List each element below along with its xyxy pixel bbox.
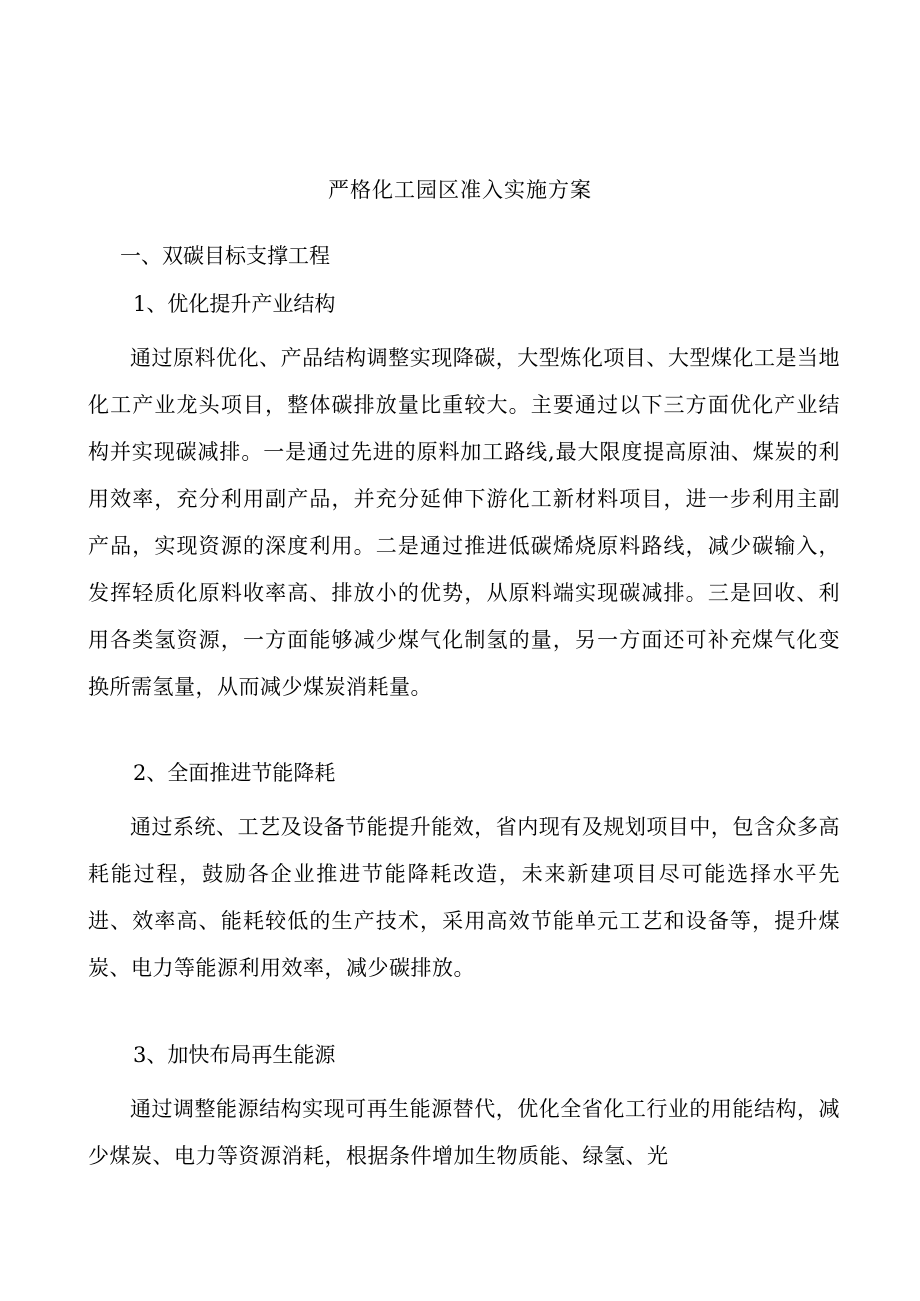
subsection-heading-3: 3、加快布局再生能源 (133, 1043, 336, 1067)
document-title: 严格化工园区准入实施方案 (328, 178, 592, 202)
subsection-heading-2: 2、全面推进节能降耗 (133, 761, 336, 785)
paragraph-2: 通过系统、工艺及设备节能提升能效，省内现有及规划项目中，包含众多高耗能过程，鼓励各企业推进节能降耗改造，未来新建项目尽可能选择水平先进、效率高、能耗较低的生产技术，采用高效节能单元工艺和设备等，提升煤炭、电力等能源利用效率，减少碳排放。 (88, 815, 840, 980)
paragraph-1: 通过原料优化、产品结构调整实现降碳，大型炼化项目、大型煤化工是当地化工产业龙头项目，整体碳排放量比重较大。主要通过以下三方面优化产业结构并实现碳减排。一是通过先进的原料加工路线,最大限度提高原油、煤炭的利用效率，充分利用副产品，并充分延伸下游化工新材料项目，进一步利用主副产品，实现资源的深度利用。二是通过推进低碳烯烧原料路线，减少碳输入，发挥轻质化原料收率高、排放小的优势，从原料端实现碳减排。三是回收、利用各类氢资源，一方面能够减少煤气化制氢的量，另一方面还可补充煤气化变换所需氢量，从而减少煤炭消耗量。 (88, 346, 840, 699)
paragraph-3: 通过调整能源结构实现可再生能源替代，优化全省化工行业的用能结构，减少煤炭、电力等资源消耗，根据条件增加生物质能、绿氢、光 (88, 1097, 840, 1168)
section-heading-1: 一、双碳目标支撑工程 (120, 244, 330, 268)
subsection-heading-1: 1、优化提升产业结构 (133, 292, 336, 316)
